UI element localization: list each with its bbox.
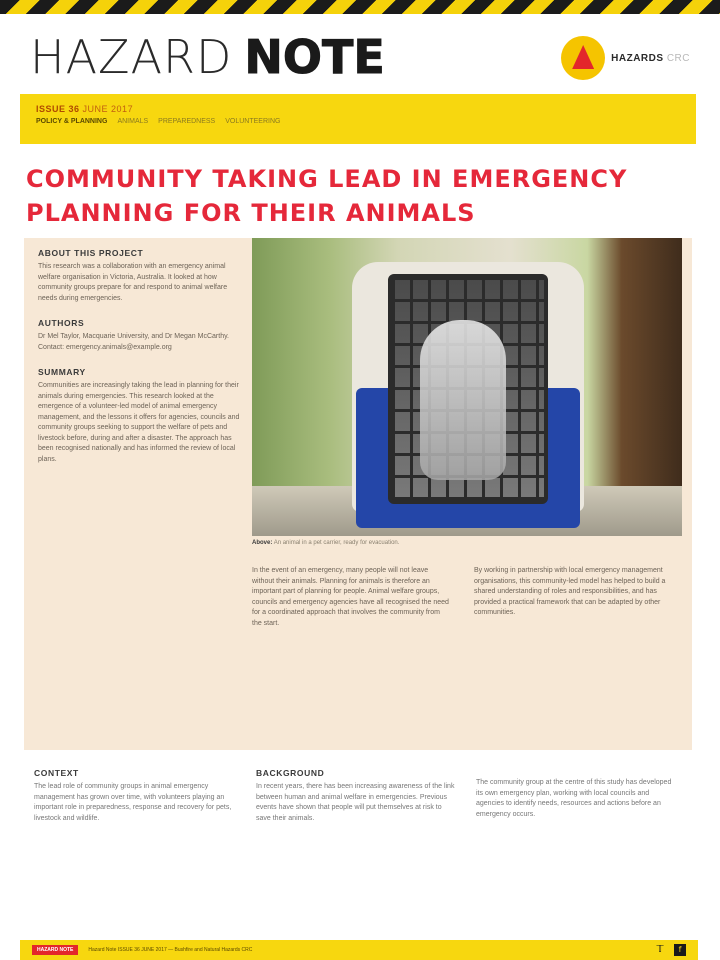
issue-tag[interactable]: VOLUNTEERING xyxy=(225,118,281,125)
hazard-stripe-border xyxy=(0,0,720,14)
masthead-note: NOTE xyxy=(244,30,385,84)
context-title: CONTEXT xyxy=(34,768,79,778)
brand-name-main: HAZARDS xyxy=(611,52,664,64)
masthead xyxy=(30,30,385,82)
summary-title: SUMMARY xyxy=(38,367,86,377)
body-column-2: In the event of an emergency, many people will not leave without their animals. Planning for animals is therefore an important part of planning for people. Animal welfare groups, councils and emergency agencies have all recognised the need for a coordinated approach that involves the community from the start. xyxy=(252,567,449,627)
about-body: This research was a collaboration with an emergency animal welfare organisation in Victoria, Australia. It looked at how community groups prepare for and respond to animal welfare needs during emergencies. xyxy=(38,263,228,302)
background-section xyxy=(256,768,456,838)
issue-info xyxy=(36,104,680,114)
hazards-crc-logo-icon xyxy=(561,36,605,80)
brand-name-suffix: CRC xyxy=(666,52,690,64)
headline-line-1: COMMUNITY TAKING LEAD IN EMERGENCY xyxy=(26,165,628,193)
issue-date: JUNE 2017 xyxy=(82,104,134,114)
footer-text: Hazard Note ISSUE 36 JUNE 2017 — Bushfire and Natural Hazards CRC xyxy=(88,947,253,953)
brand-name xyxy=(611,53,690,64)
issue-bar xyxy=(20,94,696,144)
photo-caption-text: An animal in a pet carrier, ready for evacuation. xyxy=(273,540,400,546)
footer-bar xyxy=(20,940,698,960)
brand-logo-block[interactable] xyxy=(561,36,690,80)
authors-body: Dr Mel Taylor, Macquarie University, and Dr Megan McCarthy. Contact: emergency.animals@example.org xyxy=(38,333,230,351)
body-column-3: By working in partnership with local emergency management organisations, this community-led model has helped to build a shared understanding of roles and responsibilities, and has provided a practical framework that can be adapted by other communities. xyxy=(474,567,666,616)
background-body: In recent years, there has been increasing awareness of the link between human and animal welfare in emergencies. Previous events have shown that people will put themselves at risk to save their animals. xyxy=(256,783,455,822)
twitter-icon[interactable]: 𝕋 xyxy=(656,944,664,955)
photo-caption-label: Above: xyxy=(252,540,273,546)
summary-body: Communities are increasingly taking the lead in planning for their animals during emergencies. This research looked at the emergence of a volunteer-led model of animal emergency management, and the lessons it offers for agencies, councils and community groups seeking to support the welfare of pets and livestock before, during and after a disaster. The approach has been recognised nationally and has informed the review of local plans. xyxy=(38,382,240,463)
right-body-text: The community group at the centre of this study has developed its own emergency plan, working with local councils and agencies to identify needs, resources and actions before an emergency occurs. xyxy=(476,779,672,818)
issue-topic: POLICY & PLANNING xyxy=(36,118,108,125)
feature-photo xyxy=(252,238,682,536)
social-links xyxy=(654,944,686,956)
background-title: BACKGROUND xyxy=(256,768,325,778)
masthead-hazard: HAZARD xyxy=(30,30,233,84)
issue-tag[interactable]: PREPAREDNESS xyxy=(158,118,216,125)
footer-tag: HAZARD NOTE xyxy=(32,945,78,955)
authors-title: AUTHORS xyxy=(38,318,85,328)
sidebar-column xyxy=(38,248,242,479)
animal-in-carrier xyxy=(420,320,506,480)
issue-number: ISSUE 36 xyxy=(36,104,80,114)
facebook-icon[interactable]: f xyxy=(674,944,686,956)
context-body: The lead role of community groups in animal emergency management has grown over time, with volunteers playing an important role in preparedness, response and recovery for pets, livestock and wildlife. xyxy=(34,783,232,822)
headline-line-2: PLANNING FOR THEIR ANIMALS xyxy=(26,199,476,227)
photo-caption xyxy=(252,540,682,546)
issue-tag[interactable]: ANIMALS xyxy=(117,118,149,125)
issue-topics xyxy=(36,118,680,125)
right-body-section xyxy=(476,778,676,834)
context-section xyxy=(34,768,234,838)
about-title: ABOUT THIS PROJECT xyxy=(38,248,144,258)
article-headline xyxy=(26,162,686,230)
